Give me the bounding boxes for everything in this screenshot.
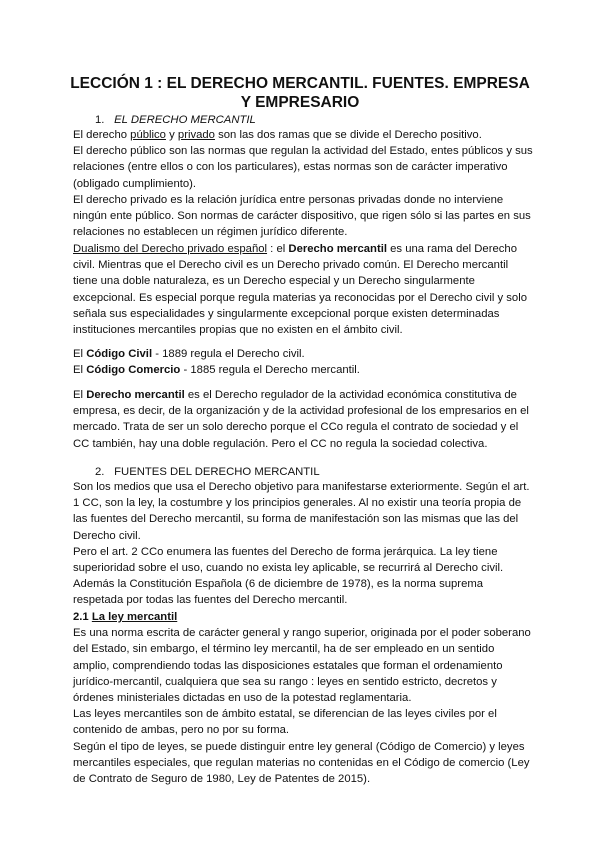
- subsection-heading: [73, 609, 533, 625]
- ley-paragraph-1: Es una norma escrita de carácter general y rango superior, originada por el poder soberano del Estado, sin embargo, el término ley mercantil, ha de ser empleado en un sentido amplio, comprendiendo todas las disposiciones estatales que forman el ordenamiento jurídico-mercantil, cualquiera que sea su rango : leyes en sentido estricto, decretos y órdenes ministeriales dictadas en uso de la potestad reglamentaria.: [73, 627, 531, 705]
- fuentes-paragraph-2: Pero el art. 2 CCo enumera las fuentes del Derecho de forma jerárquica. La ley tiene superioridad sobre el uso, cuando no exista ley aplicable, se recurrirá al Derecho civil.: [73, 545, 504, 575]
- intro-paragraph-3: El derecho privado es la relación jurídica entre personas privadas donde no interviene ningún ente público. Son normas de carácter dispositivo, que rigen sólo si las partes en sus relaciones no establecen un régimen jurídico diferente.: [73, 193, 531, 239]
- bold-term: Código Comercio: [86, 364, 181, 377]
- codigo-line: [73, 362, 533, 378]
- bold-term: Derecho mercantil: [288, 243, 387, 255]
- text: son las dos ramas que se divide el Derecho positivo.: [214, 129, 482, 141]
- section-title: FUENTES DEL DERECHO MERCANTIL: [114, 466, 320, 478]
- text: El: [73, 348, 87, 360]
- text: : el: [267, 243, 289, 255]
- text: es el Derecho regulador de la actividad económica constitutiva de empresa, es decir, de la organización y de la actividad profesional de los empresarios en el mercado. Trata de ser un solo derecho porque el CCo regula el contrato de sociedad y el CC también, hay una doble regulación. Pero el CC no regula la sociedad colectiva.: [73, 389, 529, 450]
- subsection-number: 2.1: [73, 611, 92, 623]
- underlined-term: privado: [177, 129, 215, 141]
- underlined-term: público: [130, 129, 166, 141]
- ley-mercantil-block: [73, 609, 533, 787]
- dualismo-paragraph: [73, 241, 533, 338]
- codigo-line: [73, 346, 533, 362]
- intro-paragraph-2: El derecho público son las normas que regulan la actividad del Estado, entes públicos y sus relaciones (entre ellos o con los particulares), estas normas son de carácter imperativo (obligado cumplimiento).: [73, 145, 533, 190]
- fuentes-paragraph-3: Además la Constitución Española (6 de diciembre de 1978), es la norma suprema respetada por todas las fuentes del Derecho mercantil.: [73, 578, 484, 607]
- dualismo-label: Dualismo del Derecho privado español: [73, 243, 268, 255]
- text: El derecho: [73, 129, 131, 141]
- section-title: EL DERECHO MERCANTIL: [114, 114, 256, 126]
- fuentes-paragraph-1: Son los medios que usa el Derecho objetivo para manifestarse exteriormente. Según el art. 1 CC, son la ley, la costumbre y los principios generales. Al no existir una teoría propia de las fuentes del Derecho mercantil, su forma de manifestación son las mismas que las del Derecho civil.: [73, 481, 530, 542]
- document-title: LECCIÓN 1 : EL DERECHO MERCANTIL. FUENTES. EMPRESA Y EMPRESARIO: [70, 75, 530, 111]
- intro-block: [73, 127, 533, 240]
- text: El: [73, 364, 87, 377]
- bold-term: Derecho mercantil: [86, 389, 185, 401]
- text: - 1889 regula el Derecho civil.: [152, 348, 305, 360]
- text: y: [165, 129, 178, 141]
- section-heading-1: [95, 112, 256, 128]
- codigos-list: [73, 346, 533, 378]
- subsection-title: La ley mercantil: [91, 611, 178, 623]
- text: - 1885 regula el Derecho mercantil.: [180, 364, 360, 377]
- text: es una rama del Derecho civil. Mientras que el Derecho civil es un Derecho privado común. El Derecho mercantil tiene una doble naturaleza, es un Derecho especial y un Derecho singularmente excepcional. Es especial porque regula materias ya reconocidas por el Derecho civil y solo señala sus especialidades y singularmente excepcional porque existen determinadas instituciones mercantiles propias que no existen en el ámbito civil.: [73, 243, 527, 337]
- ley-paragraph-2: Las leyes mercantiles son de ámbito estatal, se diferencian de las leyes civiles por el contenido de ambas, pero no por su forma.: [73, 708, 497, 737]
- bold-term: Código Civil: [86, 348, 153, 360]
- text: El: [73, 389, 87, 401]
- derecho-mercantil-paragraph: [73, 387, 533, 452]
- intro-paragraph-1: [73, 127, 533, 143]
- section-number: 2.: [95, 466, 105, 478]
- section-number: 1.: [95, 114, 105, 126]
- section-heading-2: [95, 464, 320, 480]
- ley-paragraph-3: Según el tipo de leyes, se puede distinguir entre ley general (Código de Comercio) y leyes mercantiles especiales, que regulan materias no contenidas en el Código de comercio (Ley de Contrato de Seguro de 1980, Ley de Patentes de 2015).: [73, 740, 530, 786]
- fuentes-block: [73, 479, 533, 609]
